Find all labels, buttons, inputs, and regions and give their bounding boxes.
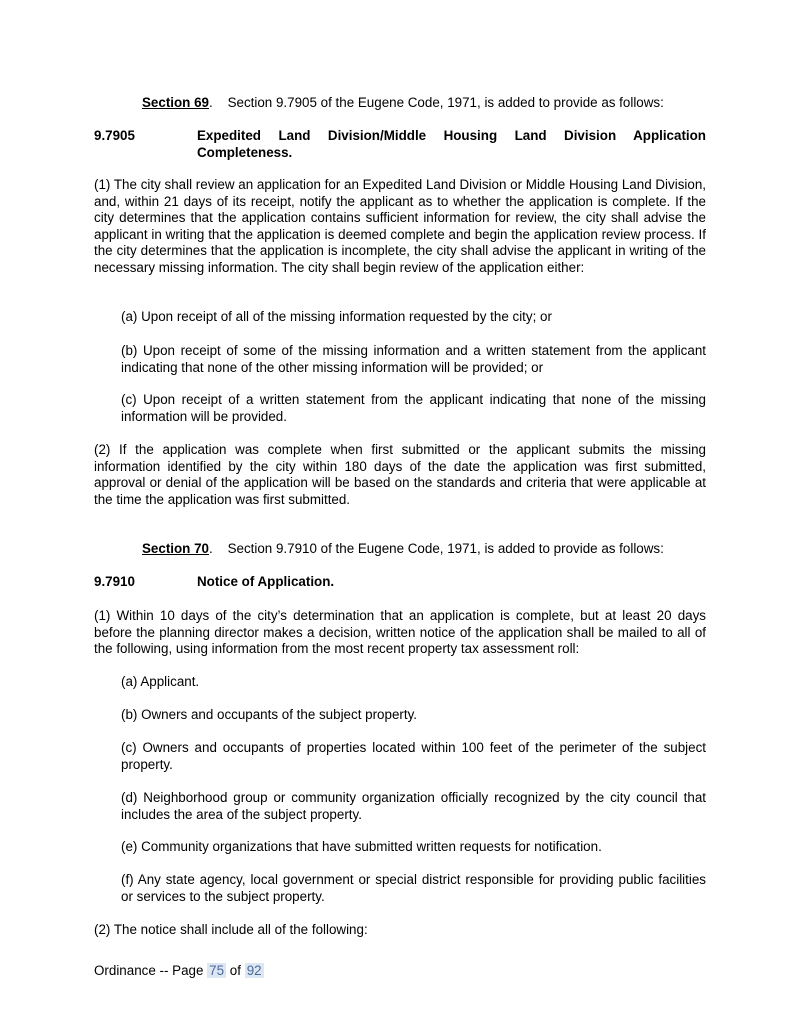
code-title-9-7905: Expedited Land Division/Middle Housing Land Division Application Completeness. — [197, 128, 706, 160]
section-69-item-b: (b) Upon receipt of some of the missing information and a written statement from the applicant indicating that none of the other missing information will be provided; or — [121, 343, 706, 375]
footer-prefix: Ordinance -- Page — [94, 963, 204, 978]
section-69-text: Section 9.7905 of the Eugene Code, 1971, is added to provide as follows: — [227, 95, 664, 110]
section-70-item-f: (f) Any state agency, local government or special district responsible for providing public facilities or services to the subject property. — [121, 872, 706, 904]
section-70-item-d: (d) Neighborhood group or community organization officially recognized by the city council that includes the area of the subject property. — [121, 790, 706, 822]
code-title-9-7910: Notice of Application. — [197, 574, 335, 589]
current-page-number: 75 — [209, 963, 225, 978]
section-69-paragraph-1: (1) The city shall review an application for an Expedited Land Division or Middle Housing Land Division, and, within 21 days of its receipt, notify the applicant as to whether the application is complete. If the city determines that the application contains sufficient information for review, the city shall advise the applicant in writing that the application is deemed complete and begin the application review process. If the city determines that the application is incomplete, the city shall advise the applicant in writing of the necessary missing information. The city shall begin review of the application either: — [94, 177, 706, 275]
section-69-item-c: (c) Upon receipt of a written statement from the applicant indicating that none of the missing information will be provided. — [121, 392, 706, 424]
section-70-text: Section 9.7910 of the Eugene Code, 1971, is added to provide as follows: — [227, 541, 664, 556]
footer-of: of — [229, 963, 241, 978]
section-69-item-a: (a) Upon receipt of all of the missing information requested by the city; or — [121, 309, 552, 324]
section-70-item-b: (b) Owners and occupants of the subject property. — [121, 707, 417, 722]
section-69-paragraph-2: (2) If the application was complete when first submitted or the applicant submits the missing information identified by the city within 180 days of the date the application was first submitted, approval or denial of the application will be based on the standards and criteria that were applicable at the time the application was first submitted. — [94, 442, 706, 507]
section-69-label: Section 69 — [142, 95, 209, 110]
section-70-item-c: (c) Owners and occupants of properties located within 100 feet of the perimeter of the subject property. — [121, 740, 706, 772]
section-70-item-a: (a) Applicant. — [121, 674, 200, 689]
code-number-9-7910: 9.7910 — [94, 574, 135, 589]
section-69-intro: Section 69. Section 9.7905 of the Eugene Code, 1971, is added to provide as follows: — [142, 95, 664, 110]
section-70-paragraph-2: (2) The notice shall include all of the following: — [94, 922, 368, 937]
page-footer — [94, 963, 264, 980]
section-70-paragraph-1: (1) Within 10 days of the city’s determination that an application is complete, but at least 20 days before the planning director makes a decision, written notice of the application shall be mailed to all of the following, using information from the most recent property tax assessment roll: — [94, 608, 706, 657]
section-70-item-e: (e) Community organizations that have submitted written requests for notification. — [121, 839, 602, 854]
code-number-9-7905: 9.7905 — [94, 128, 135, 143]
section-70-label: Section 70 — [142, 541, 209, 556]
total-page-count: 92 — [246, 963, 262, 978]
section-70-intro: Section 70. Section 9.7910 of the Eugene Code, 1971, is added to provide as follows: — [142, 541, 664, 556]
